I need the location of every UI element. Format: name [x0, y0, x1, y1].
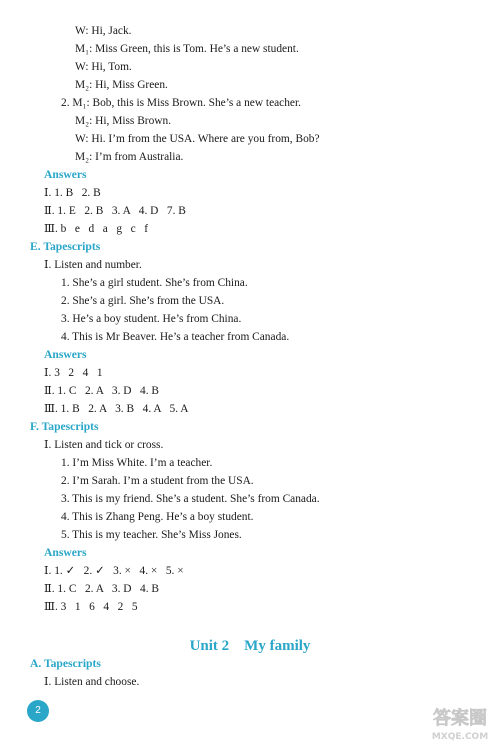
script-line: 3. He’s a boy student. He’s from China. [61, 313, 242, 325]
answer-line: Ⅱ. 1. E 2. B 3. A 4. D 7. B [44, 205, 186, 217]
script-line: 4. This is Mr Beaver. He’s a teacher from Canada. [61, 331, 290, 343]
script-line: 2. I’m Sarah. I’m a student from the USA. [61, 475, 254, 487]
instruction-line: Ⅰ. Listen and tick or cross. [44, 439, 164, 451]
answer-line: Ⅲ. 1. B 2. A 3. B 4. A 5. A [44, 403, 189, 415]
dialogue-line: M₂: I’m from Australia. [75, 151, 184, 163]
dialogue-line: M₂: Hi, Miss Brown. [75, 115, 172, 127]
script-line: 1. She’s a girl student. She’s from China. [61, 277, 248, 289]
instruction-line: Ⅰ. Listen and choose. [44, 676, 140, 688]
answer-line: Ⅰ. 3 2 4 1 [44, 367, 103, 379]
answers-heading: Answers [44, 168, 87, 181]
dialogue-line: W: Hi. I’m from the USA. Where are you from, Bob? [75, 133, 320, 145]
answers-heading: Answers [44, 546, 87, 559]
section-e-title: E. Tapescripts [30, 240, 101, 253]
dialogue-line: W: Hi, Tom. [75, 61, 132, 73]
svg-text:答案圈: 答案圈 [433, 708, 487, 729]
section-a-title: A. Tapescripts [30, 657, 101, 670]
answer-line: Ⅱ. 1. C 2. A 3. D 4. B [44, 385, 160, 397]
script-line: 2. She’s a girl. She’s from the USA. [61, 295, 225, 307]
dialogue-line: M₂: Hi, Miss Green. [75, 79, 168, 91]
script-line: 5. This is my teacher. She’s Miss Jones. [61, 529, 242, 541]
answer-line: Ⅲ. 3 1 6 4 2 5 [44, 601, 138, 613]
script-line: 1. I’m Miss White. I’m a teacher. [61, 457, 213, 469]
answer-line: Ⅲ. b e d a g c f [44, 223, 148, 235]
answer-line: Ⅱ. 1. C 2. A 3. D 4. B [44, 583, 160, 595]
page-number-badge: 2 [27, 700, 49, 722]
dialogue-line: 2. M₁: Bob, this is Miss Brown. She’s a new teacher. [61, 97, 301, 109]
answers-heading: Answers [44, 348, 87, 361]
watermark-logo-icon [425, 702, 495, 744]
dialogue-line: M₁: Miss Green, this is Tom. He’s a new student. [75, 43, 299, 55]
answer-line: Ⅰ. 1. ✓ 2. ✓ 3. × 4. × 5. × [44, 565, 184, 577]
unit-title: Unit 2 My family [189, 638, 311, 654]
answer-line: Ⅰ. 1. B 2. B [44, 187, 101, 199]
section-f-title: F. Tapescripts [30, 420, 99, 433]
instruction-line: Ⅰ. Listen and number. [44, 259, 142, 271]
dialogue-line: W: Hi, Jack. [75, 25, 132, 37]
script-line: 4. This is Zhang Peng. He’s a boy student. [61, 511, 254, 523]
svg-text:MXQE.COM: MXQE.COM [431, 732, 489, 742]
script-line: 3. This is my friend. She’s a student. She’s from Canada. [61, 493, 320, 505]
